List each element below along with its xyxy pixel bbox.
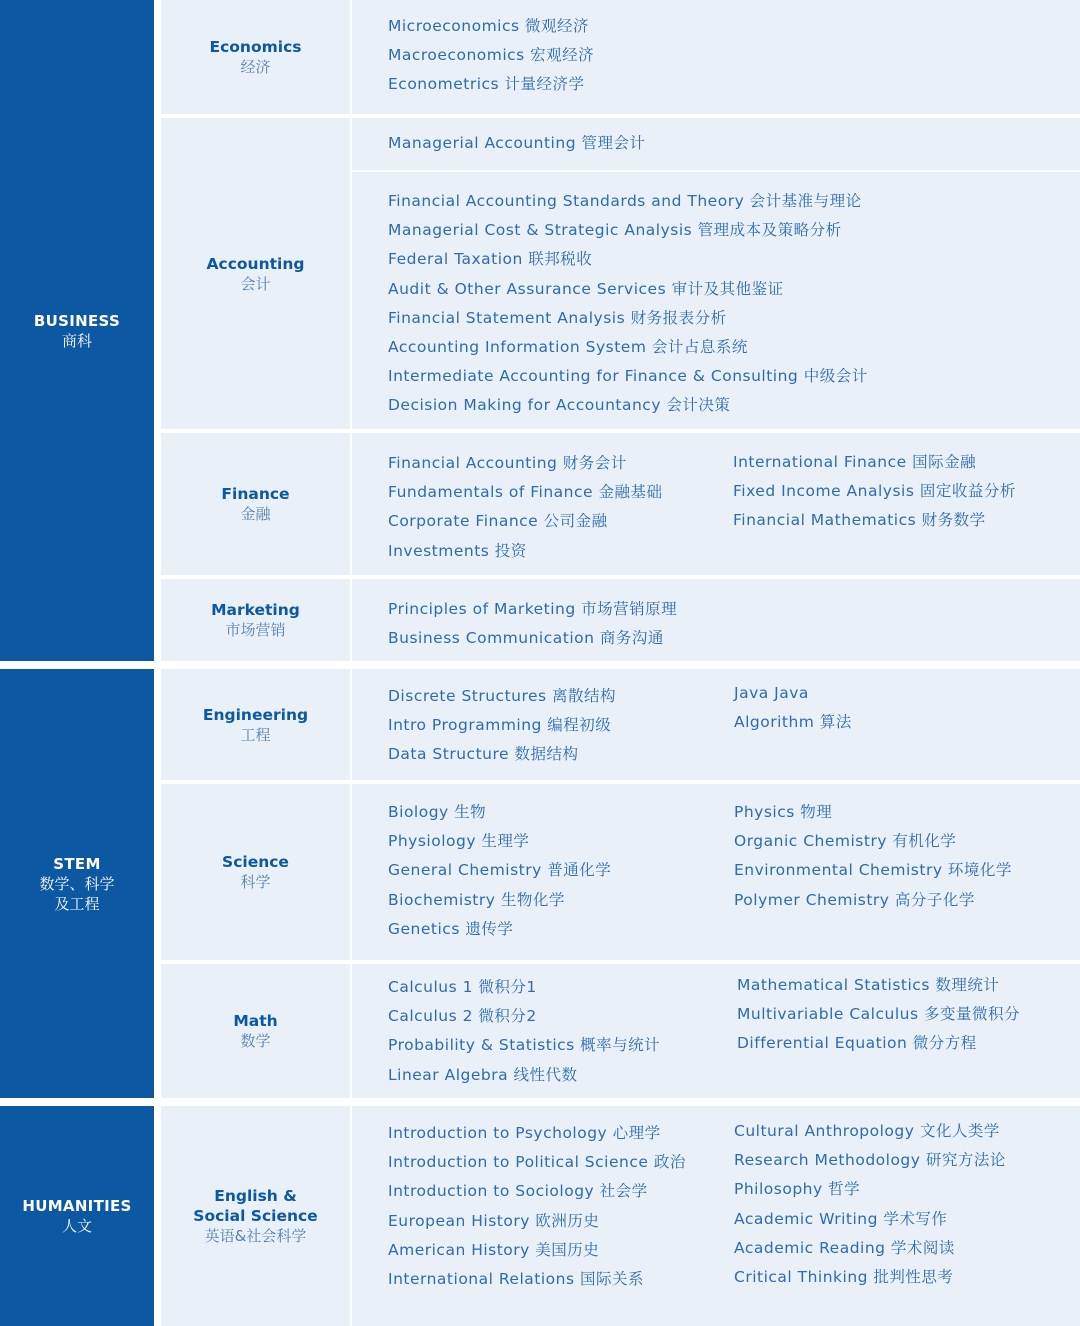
course-item: Polymer Chemistry 高分子化学 [734, 890, 975, 909]
course-item: Organic Chemistry 有机化学 [734, 832, 957, 851]
course-item: Econometrics 计量经济学 [388, 75, 585, 94]
category-business [0, 0, 154, 661]
subject-subtitle: 科学 [240, 873, 271, 891]
category-subtitle: 数学、科学 及工程 [39, 874, 115, 913]
course-item: Investments 投资 [388, 541, 527, 560]
course-item: Principles of Marketing 市场营销原理 [388, 600, 678, 618]
course-item: Introduction to Political Science 政治 [388, 1153, 686, 1172]
course-item: Federal Taxation 联邦税收 [388, 250, 593, 269]
course-item: Calculus 2 微积分2 [388, 1007, 537, 1026]
course-item: Managerial Cost & Strategic Analysis 管理成本及策略分析 [388, 221, 842, 240]
course-item: General Chemistry 普通化学 [388, 861, 612, 880]
course-item: International Relations 国际关系 [388, 1270, 644, 1288]
course-item: Financial Statement Analysis 财务报表分析 [388, 308, 727, 327]
course-item: Differential Equation 微分方程 [737, 1034, 977, 1053]
course-item: Discrete Structures 离散结构 [388, 687, 617, 705]
course-item: Calculus 1 微积分1 [388, 978, 537, 996]
course-item: Macroeconomics 宏观经济 [388, 46, 595, 65]
course-panel-finance [352, 433, 1080, 575]
course-item: Financial Mathematics 财务数学 [733, 511, 986, 530]
course-panel-economics [352, 0, 1080, 114]
course-panel-science [352, 784, 1080, 960]
subject-subtitle: 经济 [240, 58, 271, 76]
category-title: BUSINESS [33, 311, 121, 330]
course-item: Audit & Other Assurance Services 审计及其他鉴证 [388, 279, 784, 298]
subject-title: Finance [221, 485, 290, 503]
subject-title: Engineering [202, 705, 309, 724]
subject-engineering [161, 669, 350, 780]
subject-subtitle: 市场营销 [225, 621, 286, 639]
course-item: Academic Writing 学术写作 [734, 1209, 948, 1228]
course-item: Critical Thinking 批判性思考 [734, 1268, 954, 1286]
course-panel-engineering [352, 669, 1080, 780]
course-item: Corporate Finance 公司金融 [388, 512, 608, 531]
course-item: Probability & Statistics 概率与统计 [388, 1036, 661, 1055]
subject-economics [161, 0, 350, 114]
course-item: Financial Accounting Standards and Theory 会计基准与理论 [388, 192, 862, 210]
subject-subtitle: 数学 [240, 1032, 271, 1050]
course-panel-accounting [352, 118, 1080, 170]
subject-finance [161, 433, 350, 575]
course-item: Introduction to Psychology 心理学 [388, 1124, 661, 1142]
course-item: Business Communication 商务沟通 [388, 629, 664, 648]
course-item: Intermediate Accounting for Finance & Consulting 中级会计 [388, 367, 868, 386]
course-item: International Finance 国际金融 [733, 453, 977, 471]
category-subtitle: 商科 [61, 331, 92, 350]
subject-title: Science [222, 853, 289, 871]
subject-title: Marketing [211, 601, 300, 619]
course-item: Fundamentals of Finance 金融基础 [388, 483, 663, 502]
subject-subtitle: 金融 [240, 505, 271, 523]
course-item: Financial Accounting 财务会计 [388, 454, 627, 472]
course-item: Algorithm 算法 [734, 713, 852, 732]
course-item: Environmental Chemistry 环境化学 [734, 861, 1012, 880]
course-item: Biology 生物 [388, 803, 487, 821]
course-item: Genetics 遗传学 [388, 919, 514, 938]
course-item: Introduction to Sociology 社会学 [388, 1182, 648, 1201]
subject-science [161, 784, 350, 960]
course-item: Philosophy 哲学 [734, 1180, 861, 1199]
course-item: Microeconomics 微观经济 [388, 17, 589, 35]
course-item: Physiology 生理学 [388, 832, 530, 851]
subject-title: Math [233, 1012, 278, 1030]
course-panel-math [352, 964, 1080, 1098]
category-title: STEM [53, 854, 101, 873]
course-item: Linear Algebra 线性代数 [388, 1065, 578, 1084]
course-panel-accounting [352, 172, 1080, 429]
course-item: Decision Making for Accountancy 会计决策 [388, 396, 731, 415]
subject-title: Accounting [206, 254, 305, 273]
category-humanities [0, 1106, 154, 1326]
course-item: American History 美国历史 [388, 1240, 600, 1259]
course-item: Academic Reading 学术阅读 [734, 1238, 955, 1257]
course-item: Cultural Anthropology 文化人类学 [734, 1122, 1000, 1140]
course-item: Data Structure 数据结构 [388, 745, 579, 764]
course-item: Accounting Information System 会计占息系统 [388, 338, 748, 356]
category-title: HUMANITIES [22, 1197, 132, 1215]
subject-title: Economics [209, 38, 302, 56]
course-item: Intro Programming 编程初级 [388, 716, 612, 735]
subject-subtitle: 英语&社会科学 [204, 1227, 307, 1245]
category-subtitle: 人文 [61, 1217, 92, 1235]
course-item: Fixed Income Analysis 固定收益分析 [733, 482, 1016, 501]
course-item: Multivariable Calculus 多变量微积分 [737, 1005, 1020, 1024]
course-item: European History 欧洲历史 [388, 1211, 600, 1230]
subject-subtitle: 工程 [240, 725, 271, 744]
subject-title: English & Social Science [193, 1187, 318, 1225]
course-item: Physics 物理 [734, 803, 833, 821]
category-stem [0, 669, 154, 1098]
course-panel-english-social-science [352, 1106, 1080, 1326]
course-item: Java Java [734, 684, 809, 702]
subject-marketing [161, 579, 350, 661]
course-item: Mathematical Statistics 数理统计 [737, 976, 1000, 994]
course-panel-marketing [352, 579, 1080, 661]
course-item: Biochemistry 生物化学 [388, 890, 565, 909]
course-item: Research Methodology 研究方法论 [734, 1151, 1006, 1170]
subject-math [161, 964, 350, 1098]
subject-english-social-science [161, 1106, 350, 1326]
subject-accounting [161, 118, 350, 429]
subject-subtitle: 会计 [240, 274, 271, 293]
course-item: Managerial Accounting 管理会计 [388, 134, 646, 152]
